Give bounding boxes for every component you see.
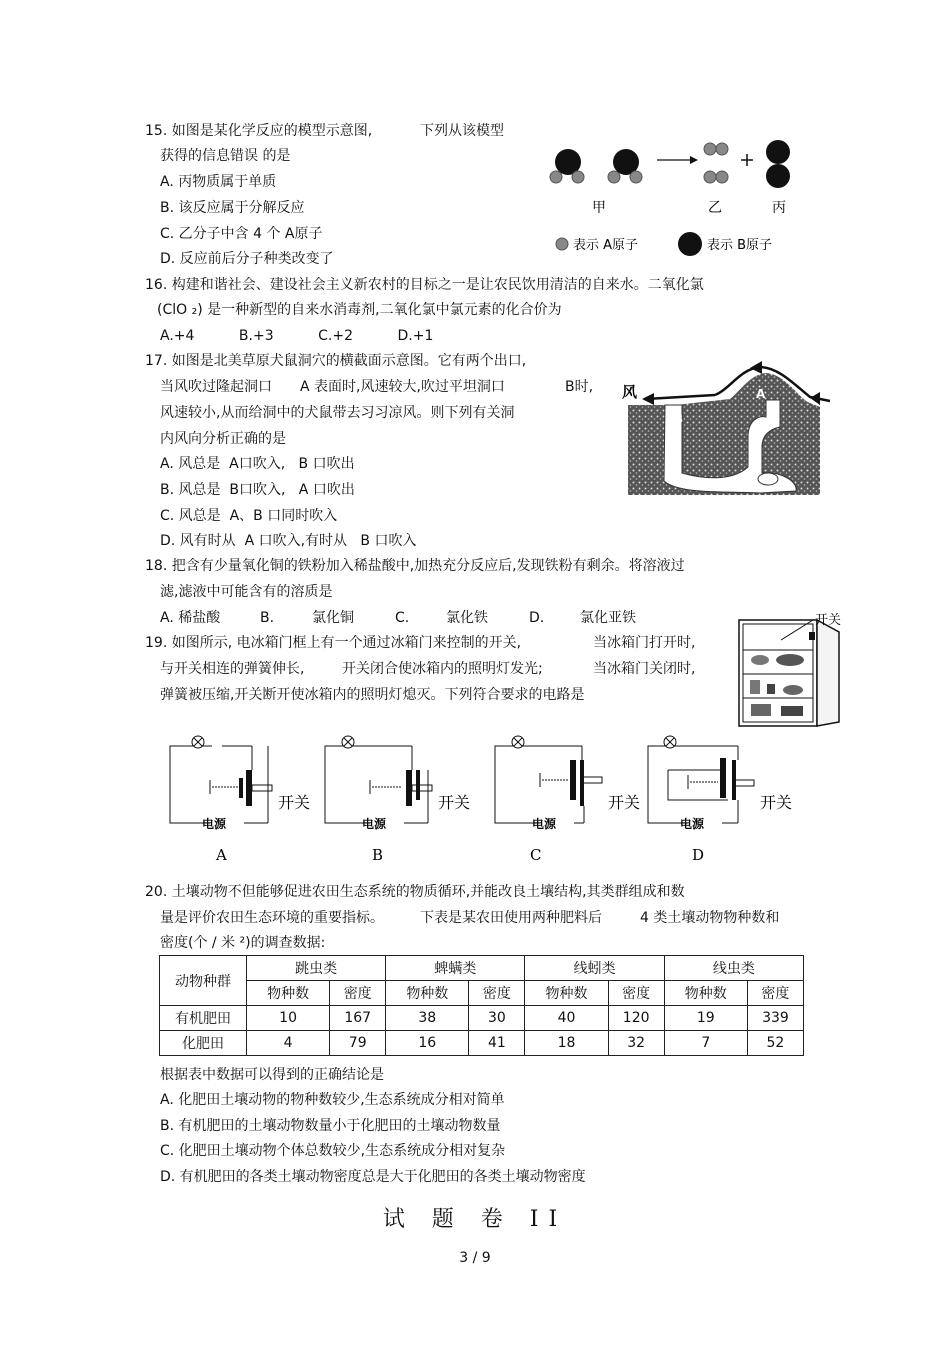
q15-stem-1b: 下列从该模型 <box>420 123 504 139</box>
table-cell: 30 <box>469 1006 525 1031</box>
table-group-header: 跳虫类 <box>247 956 386 981</box>
hole-b-label: B <box>674 412 684 426</box>
circuit-a-letter: A <box>216 846 227 864</box>
q17-option-b: B. 风总是 B口吹入, A 口吹出 <box>160 482 355 498</box>
wind-label: 风 <box>622 383 638 401</box>
q16-stem-2: (ClO ₂) 是一种新型的自来水消毒剂,二氧化氯中氯元素的化合价为 <box>157 302 562 318</box>
table-cell: 7 <box>664 1031 747 1056</box>
q15-option-d: D. 反应前后分子种类改变了 <box>160 251 334 267</box>
table-corner: 动物种群 <box>160 956 247 1006</box>
q17-stem-3: 风速较小,从而给洞中的犬鼠带去习习凉风。则下列有关洞 <box>160 405 515 421</box>
q17-option-a: A. 风总是 A口吹入, B 口吹出 <box>160 456 355 472</box>
table-cell: 339 <box>747 1006 803 1031</box>
q15-option-c: C. 乙分子中含 4 个 A原子 <box>160 226 323 242</box>
q18-option-b-letter: B. <box>260 610 275 626</box>
q15-option-b: B. 该反应属于分解反应 <box>160 200 305 216</box>
q18-option-b: 氯化铜 <box>312 610 354 626</box>
q20-stem-3: 密度(个 / 米 ²)的调查数据: <box>160 935 326 951</box>
table-group-header: 线蚓类 <box>525 956 664 981</box>
table-cell: 40 <box>525 1006 608 1031</box>
table-subheader: 密度 <box>330 981 386 1006</box>
table-group-header: 线虫类 <box>664 956 803 981</box>
q20-option-a: A. 化肥田土壤动物的物种数较少,生态系统成分相对简单 <box>160 1092 505 1108</box>
q18-stem-2: 滤,滤液中可能含有的溶质是 <box>160 584 333 600</box>
q20-stem-2c: 4 类土壤动物物种数和 <box>640 910 780 926</box>
q17-stem-1: 17. 如图是北美草原犬鼠洞穴的横截面示意图。它有两个出口, <box>145 353 527 369</box>
fridge-switch-label: 开关 <box>815 613 842 628</box>
table-group-header: 蜱螨类 <box>386 956 525 981</box>
label-yi: 乙 <box>708 200 722 216</box>
reaction-model-figure <box>540 130 800 265</box>
circuit-a-switch: 开关 <box>278 793 311 812</box>
q18-option-d: 氯化亚铁 <box>580 610 636 626</box>
table-subheader: 物种数 <box>247 981 330 1006</box>
table-cell: 41 <box>469 1031 525 1056</box>
q18-stem-1: 18. 把含有少量氧化铜的铁粉加入稀盐酸中,加热充分反应后,发现铁粉有剩余。将溶液过 <box>145 558 685 574</box>
q16-options: A.+4 B.+3 C.+2 D.+1 <box>160 328 434 344</box>
circuit-b-source: 电源 <box>362 817 387 831</box>
label-bing: 丙 <box>772 200 786 216</box>
circuit-c-switch: 开关 <box>608 793 641 812</box>
table-row <box>160 1006 804 1031</box>
table-cell: 18 <box>525 1031 608 1056</box>
circuit-d-source: 电源 <box>680 817 705 831</box>
q19-stem-2a: 与开关相连的弹簧伸长, <box>160 661 305 677</box>
circuit-a-source: 电源 <box>202 817 227 831</box>
q15-stem-1a: 15. 如图是某化学反应的模型示意图, <box>145 123 373 139</box>
burrow-figure <box>620 355 835 505</box>
q15-stem-2: 获得的信息错误 的是 <box>160 148 291 164</box>
table-cell: 52 <box>747 1031 803 1056</box>
q19-stem-2c: 当冰箱门关闭时, <box>593 661 696 677</box>
table-cell: 4 <box>247 1031 330 1056</box>
q20-stem-2b: 下表是某农田使用两种肥料后 <box>420 910 602 926</box>
table-cell: 16 <box>386 1031 469 1056</box>
table-subheader: 密度 <box>469 981 525 1006</box>
table-subheader: 密度 <box>747 981 803 1006</box>
circuit-b <box>325 736 470 864</box>
table-cell: 79 <box>330 1031 386 1056</box>
q15-option-a: A. 丙物质属于单质 <box>160 174 277 190</box>
page-number: 3 / 9 <box>459 1250 491 1266</box>
q18-option-a: A. 稀盐酸 <box>160 610 221 626</box>
circuit-b-switch: 开关 <box>438 793 471 812</box>
q19-stem-1a: 19. 如图所示, 电冰箱门框上有一个通过冰箱门来控制的开关, <box>145 635 522 651</box>
table-cell: 10 <box>247 1006 330 1031</box>
table-cell: 38 <box>386 1006 469 1031</box>
table-cell: 19 <box>664 1006 747 1031</box>
q17-stem-2b: A 表面时,风速较大,吹过平坦洞口 <box>300 379 505 395</box>
q17-stem-2a: 当风吹过隆起洞口 <box>160 379 272 395</box>
circuit-d-switch: 开关 <box>760 793 793 812</box>
q16-stem-1: 16. 构建和谐社会、建设社会主义新农村的目标之一是让农民饮用清洁的自来水。二氧化氯 <box>145 277 704 293</box>
q20-option-c: C. 化肥田土壤动物个体总数较少,生态系统成分相对复杂 <box>160 1143 506 1159</box>
q18-option-c-letter: C. <box>395 610 410 626</box>
q19-stem-3: 弹簧被压缩,开关断开使冰箱内的照明灯熄灭。下列符合要求的电路是 <box>160 687 585 703</box>
table-subheader: 物种数 <box>386 981 469 1006</box>
table-subheader: 物种数 <box>664 981 747 1006</box>
table-cell: 32 <box>608 1031 664 1056</box>
q19-stem-1b: 当冰箱门打开时, <box>593 635 696 651</box>
circuit-c-source: 电源 <box>532 817 557 831</box>
q20-question: 根据表中数据可以得到的正确结论是 <box>160 1067 384 1083</box>
q17-option-d: D. 风有时从 A 口吹入,有时从 B 口吹入 <box>160 533 417 549</box>
fridge-figure <box>735 610 850 730</box>
circuit-b-letter: B <box>372 846 384 864</box>
circuit-d <box>648 736 792 864</box>
table-subheader: 密度 <box>608 981 664 1006</box>
q18-option-d-letter: D. <box>529 610 545 626</box>
circuit-c-letter: C <box>530 846 542 864</box>
soil-animal-table <box>159 955 804 1056</box>
legend-a-atom: 表示 A原子 <box>573 238 639 253</box>
table-cell: 120 <box>608 1006 664 1031</box>
table-subheader: 物种数 <box>525 981 608 1006</box>
circuit-d-letter: D <box>692 846 705 864</box>
q18-option-c: 氯化铁 <box>446 610 488 626</box>
circuit-a <box>170 736 310 864</box>
row-name: 有机肥田 <box>160 1006 247 1031</box>
legend-b-atom: 表示 B原子 <box>707 238 773 253</box>
hole-a-label: A <box>756 387 766 401</box>
circuit-options-figure <box>160 730 810 870</box>
table-row <box>160 1031 804 1056</box>
q20-option-b: B. 有机肥田的土壤动物数量小于化肥田的土壤动物数量 <box>160 1118 501 1134</box>
q20-stem-1: 20. 土壤动物不但能够促进农田生态系统的物质循环,并能改良土壤结构,其类群组成和数 <box>145 884 685 900</box>
row-name: 化肥田 <box>160 1031 247 1056</box>
q20-option-d: D. 有机肥田的各类土壤动物密度总是大于化肥田的各类土壤动物密度 <box>160 1169 586 1185</box>
label-jia: 甲 <box>592 200 606 216</box>
section-title: 试 题 卷 II <box>382 1207 568 1232</box>
q20-stem-2a: 量是评价农田生态环境的重要指标。 <box>160 910 384 926</box>
q17-option-c: C. 风总是 A、B 口同时吹入 <box>160 508 338 524</box>
q17-stem-4: 内风向分析正确的是 <box>160 431 286 447</box>
table-cell: 167 <box>330 1006 386 1031</box>
circuit-c <box>495 736 640 864</box>
q17-stem-2c: B时, <box>565 379 594 395</box>
q19-stem-2b: 开关闭合使冰箱内的照明灯发光; <box>342 661 543 677</box>
